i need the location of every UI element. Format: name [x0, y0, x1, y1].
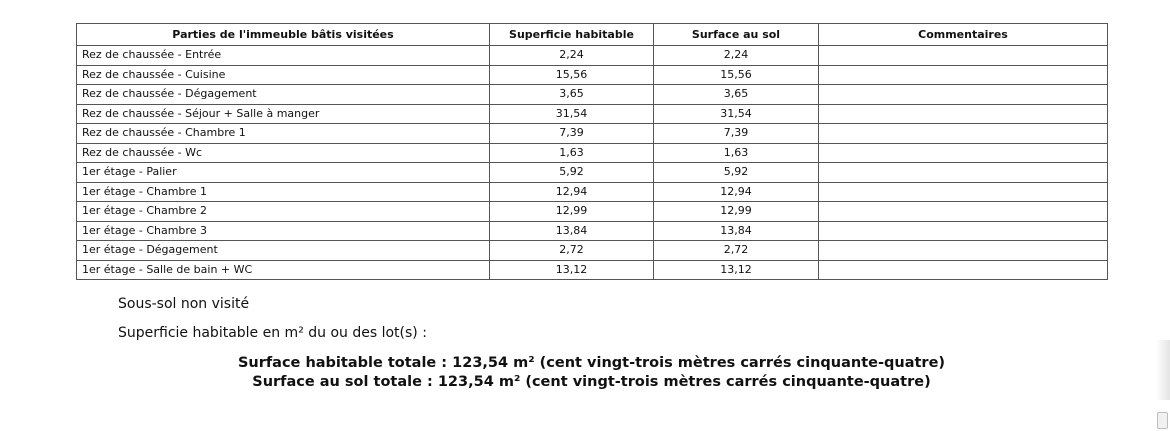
superficie-label: Superficie habitable en m² du ou des lot(s) :: [118, 325, 427, 341]
cell-habitable: 2,72: [490, 241, 654, 261]
cell-commentaire: [819, 260, 1108, 280]
cell-commentaire: [819, 163, 1108, 183]
cell-sol: 2,72: [654, 241, 819, 261]
header-commentaires: Commentaires: [819, 24, 1108, 46]
cell-commentaire: [819, 104, 1108, 124]
header-superficie-habitable: Superficie habitable: [490, 24, 654, 46]
cell-piece: 1er étage - Chambre 1: [77, 182, 490, 202]
table-row: [77, 260, 1108, 280]
cell-piece: Rez de chaussée - Entrée: [77, 46, 490, 66]
total-habitable: Surface habitable totale : 123,54 m² (cent vingt-trois mètres carrés cinquante-quatre): [237, 355, 946, 371]
cell-sol: 5,92: [654, 163, 819, 183]
table-row: [77, 143, 1108, 163]
cell-commentaire: [819, 241, 1108, 261]
cell-commentaire: [819, 221, 1108, 241]
header-surface-au-sol: Surface au sol: [654, 24, 819, 46]
table-row: [77, 65, 1108, 85]
surfaces-table-container: [76, 23, 1107, 280]
cell-sol: 15,56: [654, 65, 819, 85]
table-header-row: [77, 24, 1108, 46]
cell-piece: Rez de chaussée - Chambre 1: [77, 124, 490, 144]
cell-piece: 1er étage - Salle de bain + WC: [77, 260, 490, 280]
surfaces-table: [76, 23, 1108, 280]
table-row: [77, 85, 1108, 105]
cell-habitable: 5,92: [490, 163, 654, 183]
cell-commentaire: [819, 202, 1108, 222]
table-row: [77, 46, 1108, 66]
table-row: [77, 124, 1108, 144]
cell-sol: 2,24: [654, 46, 819, 66]
cell-piece: 1er étage - Palier: [77, 163, 490, 183]
table-row: [77, 104, 1108, 124]
cell-commentaire: [819, 124, 1108, 144]
cell-habitable: 12,99: [490, 202, 654, 222]
cell-piece: Rez de chaussée - Dégagement: [77, 85, 490, 105]
cell-commentaire: [819, 85, 1108, 105]
page-corner-handle: [1157, 412, 1168, 429]
cell-sol: 1,63: [654, 143, 819, 163]
table-row: [77, 241, 1108, 261]
cell-habitable: 1,63: [490, 143, 654, 163]
cell-habitable: 13,12: [490, 260, 654, 280]
cell-piece: Rez de chaussée - Séjour + Salle à manger: [77, 104, 490, 124]
cell-commentaire: [819, 182, 1108, 202]
cell-piece: 1er étage - Chambre 3: [77, 221, 490, 241]
cell-habitable: 7,39: [490, 124, 654, 144]
cell-sol: 12,94: [654, 182, 819, 202]
cell-sol: 31,54: [654, 104, 819, 124]
cell-sol: 3,65: [654, 85, 819, 105]
cell-piece: 1er étage - Chambre 2: [77, 202, 490, 222]
cell-habitable: 12,94: [490, 182, 654, 202]
cell-commentaire: [819, 143, 1108, 163]
cell-piece: Rez de chaussée - Wc: [77, 143, 490, 163]
cell-habitable: 15,56: [490, 65, 654, 85]
cell-commentaire: [819, 65, 1108, 85]
cell-habitable: 2,24: [490, 46, 654, 66]
sous-sol-note: Sous-sol non visité: [118, 296, 250, 312]
table-row: [77, 221, 1108, 241]
cell-habitable: 13,84: [490, 221, 654, 241]
total-sol: Surface au sol totale : 123,54 m² (cent vingt-trois mètres carrés cinquante-quatre): [252, 374, 931, 390]
header-parties: Parties de l'immeuble bâtis visitées: [77, 24, 490, 46]
cell-habitable: 3,65: [490, 85, 654, 105]
table-row: [77, 182, 1108, 202]
cell-sol: 12,99: [654, 202, 819, 222]
cell-piece: Rez de chaussée - Cuisine: [77, 65, 490, 85]
table-row: [77, 163, 1108, 183]
cell-sol: 13,12: [654, 260, 819, 280]
cell-sol: 7,39: [654, 124, 819, 144]
cell-piece: 1er étage - Dégagement: [77, 241, 490, 261]
cell-habitable: 31,54: [490, 104, 654, 124]
cell-commentaire: [819, 46, 1108, 66]
table-row: [77, 202, 1108, 222]
page-edge-shadow: [1156, 340, 1170, 400]
cell-sol: 13,84: [654, 221, 819, 241]
